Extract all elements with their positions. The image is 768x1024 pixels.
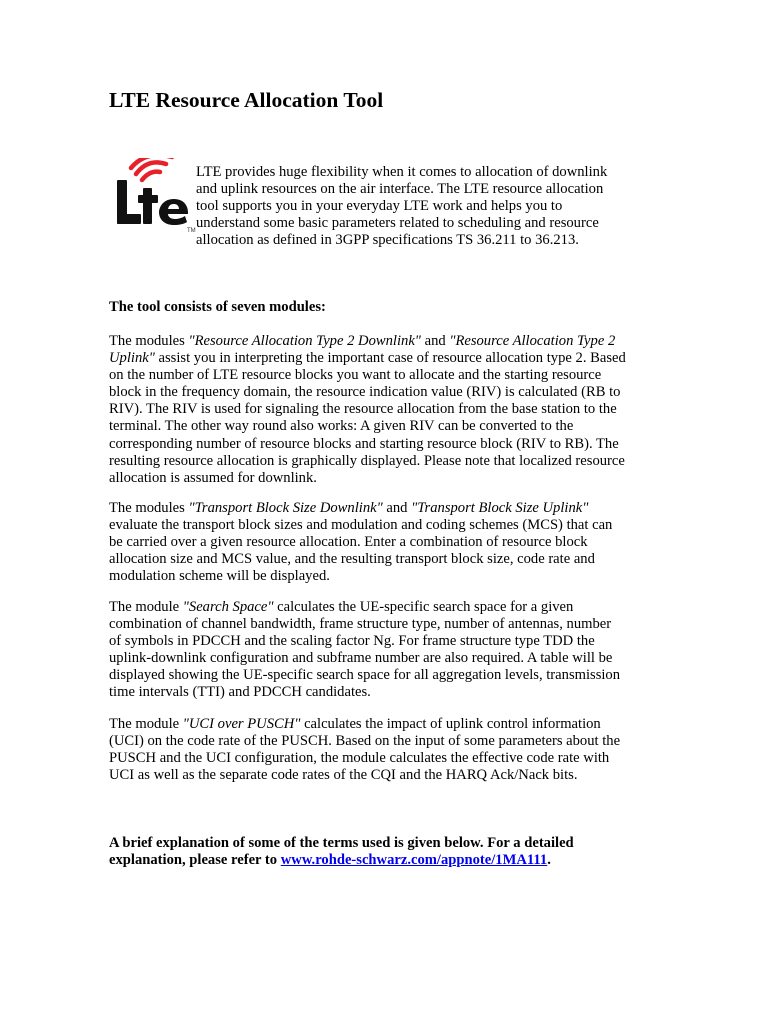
paragraph-line: combination of channel bandwidth, frame structure type, number of antennas, number <box>109 616 612 633</box>
intro-line: LTE provides huge flexibility when it comes to allocation of downlink <box>196 164 608 180</box>
paragraph-line: modulation scheme will be displayed. <box>109 568 330 585</box>
module-name-ra-uplink: "Resource Allocation Type 2 <box>449 333 616 349</box>
paragraph-line: corresponding number of resource blocks and starting resource block (RIV to RB). The <box>109 435 619 452</box>
intro-line: understand some basic parameters related to scheduling and resource <box>196 215 599 232</box>
paragraph-line: evaluate the transport block sizes and modulation and coding schemes (MCS) that can <box>109 517 613 534</box>
resource-allocation-paragraph <box>109 333 669 487</box>
paragraph-line: on the number of LTE resource blocks you want to allocate and the starting resource <box>109 367 602 384</box>
paragraph-line: block in the frequency domain, the resource indication value (RIV) is calculated (RB to <box>109 384 621 401</box>
module-name-search-space: "Search Space" <box>182 599 274 615</box>
modules-heading: The tool consists of seven modules: <box>109 299 326 315</box>
paragraph-line: UCI as well as the separate code rates of the CQI and the HARQ Ack/Nack bits. <box>109 767 578 784</box>
paragraph-line: PUSCH and the UCI configuration, the module calculates the effective code rate with <box>109 750 610 767</box>
closing-line: explanation, please refer to www.rohde-schwarz.com/appnote/1MA111. <box>109 852 551 869</box>
module-name-tbs-uplink: "Transport Block Size Uplink" <box>411 500 589 516</box>
intro-line: and uplink resources on the air interface. The LTE resource allocation <box>196 181 604 198</box>
paragraph-line: terminal. The other way round also works: A given RIV can be converted to the <box>109 418 574 435</box>
module-name-tbs-downlink: "Transport Block Size Downlink" <box>188 500 383 516</box>
page-title: LTE Resource Allocation Tool <box>109 88 384 112</box>
appnote-link[interactable]: www.rohde-schwarz.com/appnote/1MA111 <box>280 852 548 869</box>
paragraph-line: (UCI) on the code rate of the PUSCH. Based on the input of some parameters about the <box>109 733 621 750</box>
paragraph-line: The module "UCI over PUSCH" calculates the impact of uplink control information <box>109 716 601 732</box>
paragraph-line: be carried over a given resource allocation. Enter a combination of resource block <box>109 534 588 551</box>
paragraph-line: The modules "Transport Block Size Downlink" and "Transport Block Size Uplink" <box>109 500 589 516</box>
search-space-paragraph <box>109 599 669 702</box>
paragraph-line: allocation is assumed for downlink. <box>109 469 317 486</box>
module-name-ra-downlink: "Resource Allocation Type 2 Downlink" <box>188 333 421 349</box>
paragraph-line: The modules "Resource Allocation Type 2 Downlink" and "Resource Allocation Type 2 <box>109 333 616 349</box>
paragraph-line: The module "Search Space" calculates the UE-specific search space for a given <box>109 599 574 615</box>
paragraph-line: time intervals (TTI) and PDCCH candidates. <box>109 684 371 701</box>
paragraph-line: uplink-downlink configuration and subframe number are also required. A table will be <box>109 650 613 667</box>
lte-logo <box>112 158 196 242</box>
paragraph-line: Uplink" assist you in interpreting the important case of resource allocation type 2. Based <box>109 350 626 367</box>
intro-line: tool supports you in your everyday LTE work and helps you to <box>196 198 563 215</box>
transport-block-paragraph <box>109 500 669 585</box>
closing-line: A brief explanation of some of the terms used is given below. For a detailed <box>109 835 574 851</box>
intro-paragraph <box>196 164 666 249</box>
uci-over-pusch-paragraph <box>109 716 669 784</box>
module-name-ra-uplink-cont: Uplink" <box>109 350 155 367</box>
closing-paragraph <box>109 835 669 869</box>
paragraph-line: of symbols in PDCCH and the scaling factor Ng. For frame structure type TDD the <box>109 633 595 650</box>
paragraph-line: RIV). The RIV is used for signaling the resource allocation from the base station to the <box>109 401 617 418</box>
intro-line: allocation as defined in 3GPP specifications TS 36.211 to 36.213. <box>196 232 579 249</box>
trademark-mark: TM <box>187 228 196 234</box>
paragraph-line: resulting resource allocation is graphically displayed. Please note that localized resource <box>109 452 625 469</box>
module-name-uci-over-pusch: "UCI over PUSCH" <box>182 716 301 732</box>
paragraph-line: allocation size and MCS value, and the resulting transport block size, code rate and <box>109 551 595 568</box>
lte-signal-logo-icon <box>112 158 196 242</box>
paragraph-line: displayed showing the UE-specific search space for all aggregation levels, transmission <box>109 667 621 684</box>
